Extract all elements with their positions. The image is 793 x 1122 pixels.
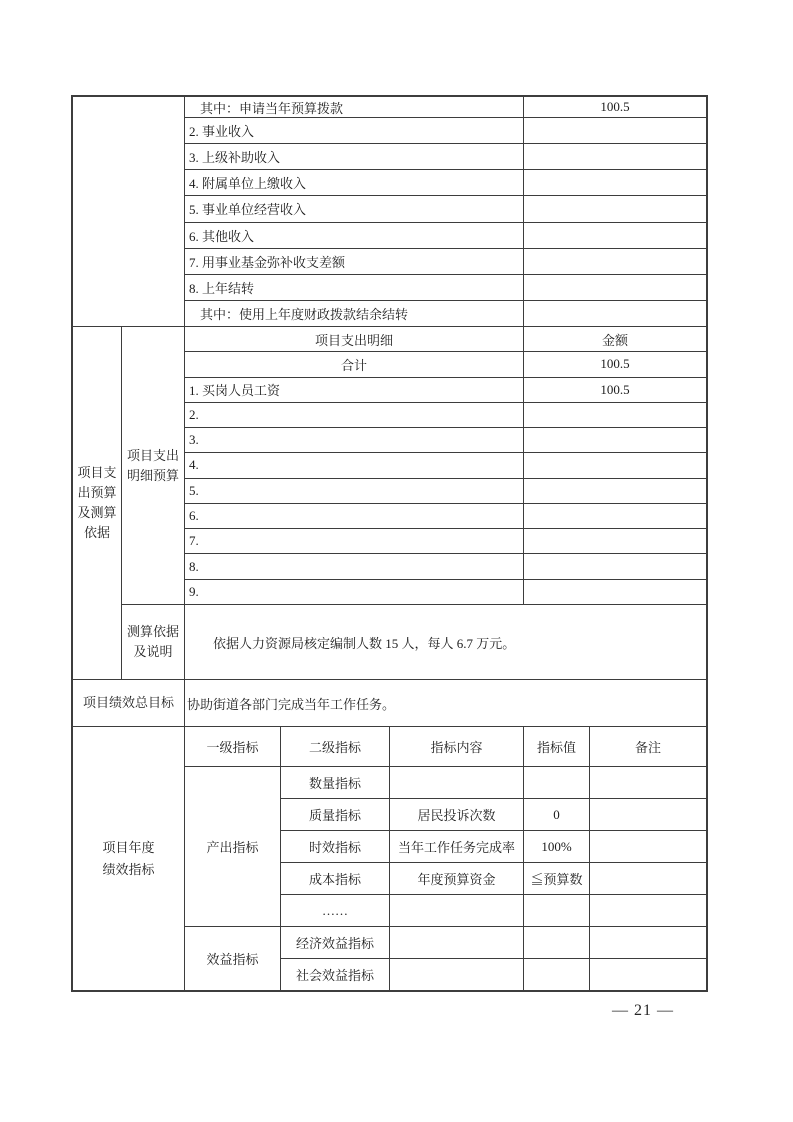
indicator-content: 年度预算资金 (390, 863, 524, 894)
level2-indicator: 数量指标 (281, 767, 390, 798)
expense-detail-label-cell (122, 327, 185, 604)
table-row (185, 170, 706, 196)
table-row (185, 118, 706, 144)
table-row (281, 767, 706, 799)
income-row-value (524, 170, 706, 195)
table-row (185, 144, 706, 170)
expense-row-value (524, 580, 706, 604)
table-row (185, 504, 706, 529)
indicator-table (185, 727, 706, 990)
expense-row-value (524, 479, 706, 503)
indicator-content (390, 767, 524, 798)
income-row-label: 其中：使用上年度财政拨款结余结转 (185, 301, 524, 326)
indicator-value (524, 895, 590, 926)
table-row (185, 378, 706, 403)
income-row-value (524, 275, 706, 300)
table-row (185, 554, 706, 579)
indicator-note (590, 863, 706, 894)
table-row (281, 895, 706, 927)
table-row (185, 301, 706, 326)
table-header-row (185, 327, 706, 352)
column-header: 指标值 (524, 727, 590, 766)
expense-row-value (524, 554, 706, 578)
table-row (185, 275, 706, 301)
expense-right-area (122, 327, 706, 679)
income-row-label: 8. 上年结转 (185, 275, 524, 300)
expense-row-value (524, 453, 706, 477)
table-row (185, 352, 706, 377)
expense-section (73, 327, 706, 680)
expense-row-value (524, 403, 706, 427)
income-row-label: 3. 上级补助收入 (185, 144, 524, 169)
indicator-value: 0 (524, 799, 590, 830)
expense-row-value: 100.5 (600, 356, 630, 372)
expense-row-label: 2. (185, 403, 524, 427)
table-row (281, 959, 706, 990)
indicator-body (185, 767, 706, 990)
expense-row-label: 8. (185, 554, 524, 578)
indicator-value (524, 959, 590, 990)
income-row-label: 2. 事业收入 (185, 118, 524, 143)
income-row-value (524, 118, 706, 143)
calculation-basis-row (122, 605, 706, 679)
level1-indicator: 产出指标 (185, 767, 280, 927)
table-row (185, 403, 706, 428)
indicator-label: 项目年度绩效指标 (102, 839, 155, 877)
table-row (281, 863, 706, 895)
table-row (185, 196, 706, 222)
income-row-value (524, 144, 706, 169)
expense-header-amount: 金额 (601, 332, 628, 348)
indicator-value (524, 927, 590, 958)
table-row (185, 428, 706, 453)
goal-text: 协助街道各部门完成当年工作任务。 (187, 696, 396, 712)
level1-indicator: 效益指标 (206, 951, 259, 967)
table-row (185, 580, 706, 604)
indicator-header-row (185, 727, 706, 767)
expense-row-label: 9. (185, 580, 524, 604)
table-row (185, 479, 706, 504)
goal-label: 项目绩效总目标 (73, 680, 185, 726)
income-row-label: 4. 附属单位上缴收入 (185, 170, 524, 195)
indicator-content: 当年工作任务完成率 (390, 831, 524, 862)
level2-indicator: 经济效益指标 (281, 927, 390, 958)
level2-indicator: 时效指标 (281, 831, 390, 862)
goal-section (73, 680, 706, 727)
indicator-note (590, 959, 706, 990)
expense-row-label: 6. (185, 504, 524, 528)
indicator-content: 居民投诉次数 (390, 799, 524, 830)
level1-indicator-column (185, 767, 281, 990)
page-number: — 21 — (612, 1002, 674, 1019)
level2-indicator: …… (281, 895, 390, 926)
expense-detail-label: 项目支出明细预算 (126, 447, 179, 483)
table-row (281, 927, 706, 959)
indicator-note (590, 927, 706, 958)
indicator-content (390, 927, 524, 958)
table-row (185, 529, 706, 554)
income-row-value: 100.5 (600, 99, 630, 114)
indicator-note (590, 831, 706, 862)
budget-table (71, 95, 708, 992)
income-row-value (524, 301, 706, 326)
income-row-value (524, 196, 706, 221)
expense-row-label: 3. (185, 428, 524, 452)
income-row-label: 7. 用事业基金弥补收支差额 (185, 249, 524, 274)
income-section (73, 97, 706, 327)
indicator-content (390, 959, 524, 990)
indicator-label-cell (73, 727, 185, 990)
basis-label-cell (122, 605, 185, 679)
expense-row-label: 5. (185, 479, 524, 503)
basis-label: 测算依据及说明 (126, 624, 179, 659)
expense-group-label-cell (73, 327, 122, 679)
income-row-value (524, 249, 706, 274)
expense-row-label: 4. (185, 453, 524, 477)
income-row-label: 其中：申请当年预算拨款 (185, 97, 524, 117)
indicator-value: ≦预算数 (524, 863, 590, 894)
expense-row-value (524, 504, 706, 528)
column-header: 指标内容 (390, 727, 524, 766)
table-row (185, 223, 706, 249)
indicator-note (590, 799, 706, 830)
expense-row-label: 合计 (185, 352, 524, 376)
column-header: 二级指标 (281, 727, 390, 766)
indicator-value (524, 767, 590, 798)
expense-detail-rows (185, 327, 706, 604)
basis-text: 依据人力资源局核定编制人数 15 人，每人 6.7 万元。 (213, 635, 516, 651)
level2-indicator: 质量指标 (281, 799, 390, 830)
expense-detail-area (122, 327, 706, 605)
indicator-content (390, 895, 524, 926)
income-merged-left-cell (73, 97, 185, 326)
expense-row-value (524, 529, 706, 553)
level2-indicator: 社会效益指标 (281, 959, 390, 990)
expense-row-label: 7. (185, 529, 524, 553)
table-row (281, 831, 706, 863)
expense-row-label: 1. 买岗人员工资 (185, 378, 524, 402)
level2-indicator: 成本指标 (281, 863, 390, 894)
column-header: 备注 (634, 740, 661, 755)
table-row (185, 97, 706, 118)
indicator-section (73, 727, 706, 990)
income-row-label: 6. 其他收入 (185, 223, 524, 248)
table-row (281, 799, 706, 831)
indicator-note (590, 895, 706, 926)
expense-group-label: 项目支出预算及测算依据 (77, 465, 117, 540)
table-row (185, 453, 706, 478)
expense-header-detail: 项目支出明细 (185, 327, 524, 351)
income-row-label: 5. 事业单位经营收入 (185, 196, 524, 221)
indicator-rows (281, 767, 706, 990)
indicator-value: 100% (524, 831, 590, 862)
indicator-note (590, 767, 706, 798)
expense-row-value (524, 428, 706, 452)
income-row-value (524, 223, 706, 248)
table-row (185, 249, 706, 275)
income-rows (185, 97, 706, 326)
expense-row-value: 100.5 (600, 381, 630, 397)
column-header: 一级指标 (185, 727, 281, 766)
